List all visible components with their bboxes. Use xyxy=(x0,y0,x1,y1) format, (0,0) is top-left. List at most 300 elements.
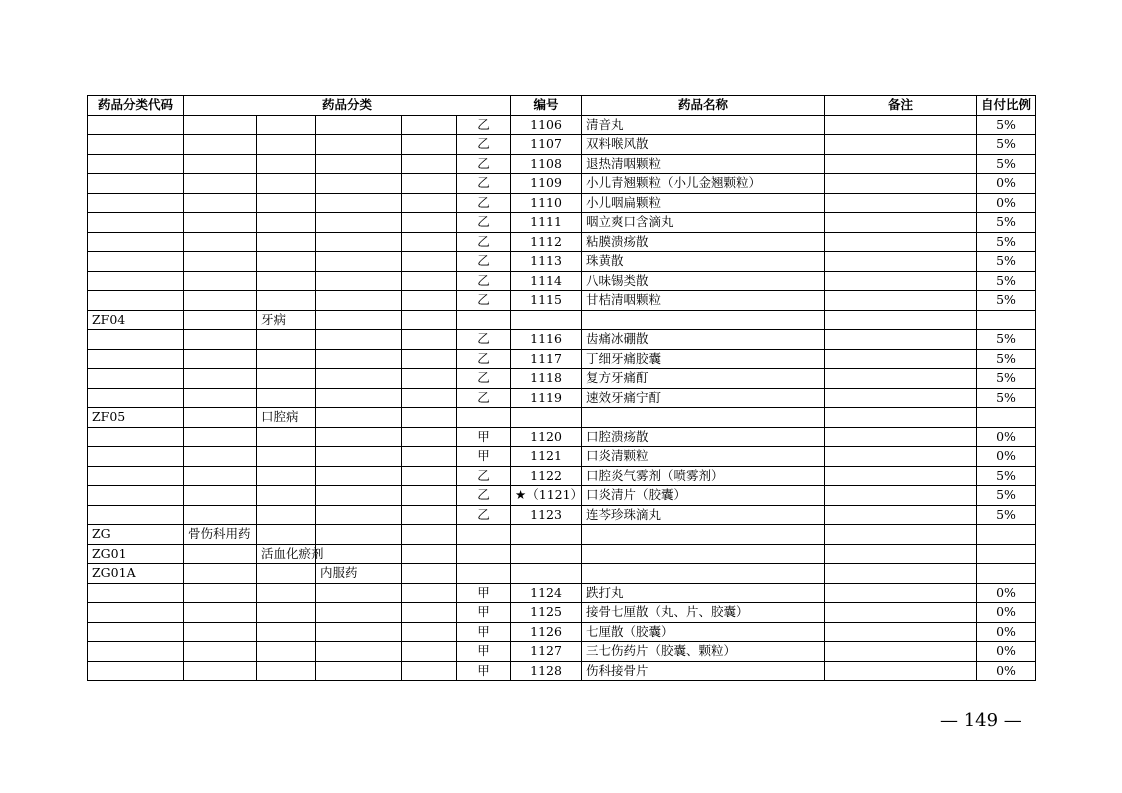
cell-code: ZG xyxy=(88,525,184,545)
cell-name: 齿痛冰硼散 xyxy=(582,330,825,350)
cell-number: 1123 xyxy=(511,505,582,525)
cell-category-4 xyxy=(402,369,457,389)
cell-number: 1125 xyxy=(511,603,582,623)
cell-number xyxy=(511,544,582,564)
cell-number: 1127 xyxy=(511,642,582,662)
cell-category-3 xyxy=(316,193,402,213)
cell-level: 乙 xyxy=(457,193,511,213)
cell-category-1 xyxy=(184,447,257,467)
table-row xyxy=(88,369,1036,389)
cell-category-2 xyxy=(257,447,316,467)
cell-level: 乙 xyxy=(457,369,511,389)
cell-category-1 xyxy=(184,174,257,194)
cell-ratio: 5% xyxy=(977,291,1036,311)
cell-category-1 xyxy=(184,310,257,330)
cell-ratio: 0% xyxy=(977,193,1036,213)
cell-remark xyxy=(825,525,977,545)
cell-name: 七厘散（胶囊） xyxy=(582,622,825,642)
cell-category-4 xyxy=(402,193,457,213)
table-row xyxy=(88,408,1036,428)
cell-category-4 xyxy=(402,135,457,155)
cell-category-4 xyxy=(402,564,457,584)
header-name: 药品名称 xyxy=(582,96,825,116)
cell-level: 甲 xyxy=(457,661,511,681)
cell-number: 1116 xyxy=(511,330,582,350)
cell-category-3 xyxy=(316,369,402,389)
cell-remark xyxy=(825,213,977,233)
cell-category-3 xyxy=(316,330,402,350)
cell-category-1 xyxy=(184,486,257,506)
cell-level: 乙 xyxy=(457,486,511,506)
cell-code xyxy=(88,232,184,252)
cell-category-3 xyxy=(316,447,402,467)
cell-category-2 xyxy=(257,252,316,272)
cell-ratio: 5% xyxy=(977,466,1036,486)
cell-number: 1112 xyxy=(511,232,582,252)
cell-code xyxy=(88,115,184,135)
cell-name: 三七伤药片（胶囊、颗粒） xyxy=(582,642,825,662)
cell-category-1 xyxy=(184,544,257,564)
table-row xyxy=(88,427,1036,447)
cell-number xyxy=(511,408,582,428)
table-row xyxy=(88,661,1036,681)
cell-remark xyxy=(825,583,977,603)
cell-category-2 xyxy=(257,486,316,506)
cell-name: 甘桔清咽颗粒 xyxy=(582,291,825,311)
cell-ratio: 5% xyxy=(977,154,1036,174)
cell-remark xyxy=(825,330,977,350)
cell-category-4 xyxy=(402,154,457,174)
table-row xyxy=(88,466,1036,486)
cell-code xyxy=(88,154,184,174)
cell-name xyxy=(582,408,825,428)
table-row xyxy=(88,232,1036,252)
header-category: 药品分类 xyxy=(184,96,511,116)
cell-category-4 xyxy=(402,232,457,252)
table-row xyxy=(88,388,1036,408)
cell-category-3 xyxy=(316,642,402,662)
cell-category-4 xyxy=(402,408,457,428)
table-row xyxy=(88,213,1036,233)
cell-category-1 xyxy=(184,135,257,155)
cell-name: 跌打丸 xyxy=(582,583,825,603)
cell-category-1 xyxy=(184,115,257,135)
cell-name: 口炎清片（胶囊） xyxy=(582,486,825,506)
cell-level: 甲 xyxy=(457,622,511,642)
cell-ratio xyxy=(977,408,1036,428)
cell-category-4 xyxy=(402,349,457,369)
table-row xyxy=(88,154,1036,174)
table-row xyxy=(88,271,1036,291)
cell-category-2 xyxy=(257,135,316,155)
header-remark: 备注 xyxy=(825,96,977,116)
cell-name: 八味锡类散 xyxy=(582,271,825,291)
cell-category-3 xyxy=(316,583,402,603)
cell-category-2 xyxy=(257,291,316,311)
cell-code xyxy=(88,330,184,350)
cell-code xyxy=(88,213,184,233)
cell-category-2 xyxy=(257,330,316,350)
cell-level: 甲 xyxy=(457,642,511,662)
cell-category-4 xyxy=(402,544,457,564)
cell-category-2 xyxy=(257,388,316,408)
cell-remark xyxy=(825,115,977,135)
cell-level: 乙 xyxy=(457,349,511,369)
cell-category-1 xyxy=(184,232,257,252)
cell-category-3 xyxy=(316,232,402,252)
cell-category-3 xyxy=(316,388,402,408)
cell-category-2 xyxy=(257,232,316,252)
cell-category-4 xyxy=(402,505,457,525)
cell-category-2 xyxy=(257,154,316,174)
cell-level: 乙 xyxy=(457,466,511,486)
cell-category-2 xyxy=(257,193,316,213)
cell-ratio: 0% xyxy=(977,642,1036,662)
cell-remark xyxy=(825,193,977,213)
cell-code xyxy=(88,486,184,506)
cell-ratio: 5% xyxy=(977,252,1036,272)
cell-code xyxy=(88,135,184,155)
cell-category-4 xyxy=(402,388,457,408)
cell-remark xyxy=(825,564,977,584)
cell-code xyxy=(88,642,184,662)
cell-number: 1124 xyxy=(511,583,582,603)
cell-category-3: 内服药 xyxy=(316,564,402,584)
cell-category-3 xyxy=(316,408,402,428)
cell-name: 丁细牙痛胶囊 xyxy=(582,349,825,369)
cell-category-4 xyxy=(402,486,457,506)
cell-number: 1118 xyxy=(511,369,582,389)
cell-remark xyxy=(825,232,977,252)
cell-category-1 xyxy=(184,388,257,408)
cell-remark xyxy=(825,252,977,272)
cell-category-3 xyxy=(316,544,402,564)
cell-name xyxy=(582,564,825,584)
cell-remark xyxy=(825,388,977,408)
table-row xyxy=(88,447,1036,467)
cell-code xyxy=(88,388,184,408)
cell-category-1 xyxy=(184,330,257,350)
cell-level: 乙 xyxy=(457,154,511,174)
cell-category-2 xyxy=(257,661,316,681)
cell-level: 乙 xyxy=(457,115,511,135)
cell-remark xyxy=(825,310,977,330)
cell-code xyxy=(88,427,184,447)
cell-remark xyxy=(825,291,977,311)
cell-number: 1108 xyxy=(511,154,582,174)
cell-category-1 xyxy=(184,466,257,486)
table-row xyxy=(88,642,1036,662)
cell-name: 咽立爽口含滴丸 xyxy=(582,213,825,233)
cell-remark xyxy=(825,622,977,642)
cell-ratio xyxy=(977,310,1036,330)
cell-level: 乙 xyxy=(457,232,511,252)
cell-category-2: 口腔病 xyxy=(257,408,316,428)
cell-number xyxy=(511,564,582,584)
cell-ratio: 5% xyxy=(977,115,1036,135)
cell-code xyxy=(88,583,184,603)
cell-level: 甲 xyxy=(457,427,511,447)
cell-category-3 xyxy=(316,349,402,369)
cell-category-3 xyxy=(316,174,402,194)
cell-category-3 xyxy=(316,486,402,506)
cell-code: ZG01 xyxy=(88,544,184,564)
cell-name: 小儿咽扁颗粒 xyxy=(582,193,825,213)
cell-level: 乙 xyxy=(457,213,511,233)
cell-ratio: 5% xyxy=(977,232,1036,252)
cell-number: 1122 xyxy=(511,466,582,486)
cell-code xyxy=(88,271,184,291)
header-ratio: 自付比例 xyxy=(977,96,1036,116)
cell-name: 清音丸 xyxy=(582,115,825,135)
cell-number: 1115 xyxy=(511,291,582,311)
cell-category-4 xyxy=(402,291,457,311)
table-header-row xyxy=(88,96,1036,116)
cell-category-1 xyxy=(184,583,257,603)
cell-code xyxy=(88,603,184,623)
table-row xyxy=(88,349,1036,369)
cell-code xyxy=(88,252,184,272)
cell-remark xyxy=(825,174,977,194)
cell-name: 口腔溃疡散 xyxy=(582,427,825,447)
cell-category-4 xyxy=(402,213,457,233)
cell-category-4 xyxy=(402,661,457,681)
cell-name: 小儿青翘颗粒（小儿金翘颗粒） xyxy=(582,174,825,194)
cell-name xyxy=(582,544,825,564)
cell-category-1 xyxy=(184,252,257,272)
cell-category-3 xyxy=(316,466,402,486)
cell-category-4 xyxy=(402,115,457,135)
cell-category-2 xyxy=(257,369,316,389)
cell-number: 1114 xyxy=(511,271,582,291)
cell-category-2 xyxy=(257,525,316,545)
cell-code: ZF05 xyxy=(88,408,184,428)
cell-number: 1111 xyxy=(511,213,582,233)
cell-number: 1120 xyxy=(511,427,582,447)
cell-name: 粘膜溃疡散 xyxy=(582,232,825,252)
cell-code xyxy=(88,447,184,467)
cell-ratio xyxy=(977,544,1036,564)
cell-remark xyxy=(825,603,977,623)
cell-category-4 xyxy=(402,271,457,291)
cell-category-3 xyxy=(316,661,402,681)
cell-name: 口腔炎气雾剂（喷雾剂） xyxy=(582,466,825,486)
cell-code xyxy=(88,466,184,486)
cell-ratio: 5% xyxy=(977,213,1036,233)
cell-category-2 xyxy=(257,466,316,486)
cell-number xyxy=(511,310,582,330)
cell-code xyxy=(88,661,184,681)
table-row xyxy=(88,135,1036,155)
cell-number: 1126 xyxy=(511,622,582,642)
cell-ratio: 0% xyxy=(977,622,1036,642)
table-row xyxy=(88,291,1036,311)
cell-category-1 xyxy=(184,564,257,584)
cell-name xyxy=(582,525,825,545)
cell-category-1 xyxy=(184,193,257,213)
cell-name: 退热清咽颗粒 xyxy=(582,154,825,174)
cell-ratio: 0% xyxy=(977,447,1036,467)
cell-category-4 xyxy=(402,330,457,350)
cell-category-4 xyxy=(402,603,457,623)
cell-name: 双料喉风散 xyxy=(582,135,825,155)
cell-code: ZG01A xyxy=(88,564,184,584)
table-row xyxy=(88,544,1036,564)
cell-level xyxy=(457,525,511,545)
cell-ratio: 5% xyxy=(977,369,1036,389)
table-row xyxy=(88,505,1036,525)
cell-remark xyxy=(825,349,977,369)
cell-name: 速效牙痛宁酊 xyxy=(582,388,825,408)
cell-category-2 xyxy=(257,213,316,233)
cell-category-2 xyxy=(257,349,316,369)
cell-level: 乙 xyxy=(457,271,511,291)
cell-code xyxy=(88,622,184,642)
cell-number: 1110 xyxy=(511,193,582,213)
cell-remark xyxy=(825,408,977,428)
cell-category-1 xyxy=(184,271,257,291)
cell-category-1 xyxy=(184,505,257,525)
cell-number: 1109 xyxy=(511,174,582,194)
cell-remark xyxy=(825,661,977,681)
cell-category-4 xyxy=(402,583,457,603)
cell-level: 乙 xyxy=(457,135,511,155)
table-row xyxy=(88,583,1036,603)
table-row xyxy=(88,310,1036,330)
cell-number: 1117 xyxy=(511,349,582,369)
cell-code xyxy=(88,174,184,194)
cell-category-3 xyxy=(316,252,402,272)
table-body xyxy=(88,115,1036,681)
cell-name: 伤科接骨片 xyxy=(582,661,825,681)
cell-code xyxy=(88,369,184,389)
cell-category-4 xyxy=(402,252,457,272)
cell-category-1 xyxy=(184,213,257,233)
cell-category-2 xyxy=(257,505,316,525)
cell-name: 连芩珍珠滴丸 xyxy=(582,505,825,525)
cell-name: 口炎清颗粒 xyxy=(582,447,825,467)
cell-remark xyxy=(825,642,977,662)
cell-ratio: 5% xyxy=(977,330,1036,350)
cell-remark xyxy=(825,271,977,291)
cell-name xyxy=(582,310,825,330)
cell-number: 1113 xyxy=(511,252,582,272)
cell-level: 甲 xyxy=(457,603,511,623)
cell-ratio: 5% xyxy=(977,486,1036,506)
cell-category-1 xyxy=(184,154,257,174)
cell-name: 接骨七厘散（丸、片、胶囊） xyxy=(582,603,825,623)
cell-level xyxy=(457,544,511,564)
cell-ratio xyxy=(977,525,1036,545)
cell-number: 1128 xyxy=(511,661,582,681)
cell-code xyxy=(88,505,184,525)
header-number: 编号 xyxy=(511,96,582,116)
cell-category-2 xyxy=(257,642,316,662)
cell-category-4 xyxy=(402,642,457,662)
cell-category-3 xyxy=(316,135,402,155)
cell-code xyxy=(88,349,184,369)
cell-number: 1121 xyxy=(511,447,582,467)
cell-category-1 xyxy=(184,291,257,311)
cell-category-2 xyxy=(257,564,316,584)
cell-level: 乙 xyxy=(457,174,511,194)
cell-level xyxy=(457,408,511,428)
cell-code xyxy=(88,291,184,311)
cell-category-3 xyxy=(316,310,402,330)
cell-category-2 xyxy=(257,271,316,291)
cell-level: 乙 xyxy=(457,330,511,350)
cell-name: 珠黄散 xyxy=(582,252,825,272)
cell-category-1 xyxy=(184,427,257,447)
cell-category-4 xyxy=(402,622,457,642)
cell-category-2 xyxy=(257,174,316,194)
cell-category-1 xyxy=(184,369,257,389)
drug-catalog-table xyxy=(87,95,1036,681)
cell-remark xyxy=(825,427,977,447)
header-code: 药品分类代码 xyxy=(88,96,184,116)
cell-number: 1119 xyxy=(511,388,582,408)
cell-ratio: 0% xyxy=(977,603,1036,623)
cell-category-4 xyxy=(402,466,457,486)
table-row xyxy=(88,525,1036,545)
cell-level: 乙 xyxy=(457,252,511,272)
cell-level: 乙 xyxy=(457,505,511,525)
cell-category-1 xyxy=(184,349,257,369)
cell-category-4 xyxy=(402,310,457,330)
cell-ratio: 0% xyxy=(977,427,1036,447)
table-row xyxy=(88,603,1036,623)
cell-category-3 xyxy=(316,525,402,545)
cell-level: 乙 xyxy=(457,388,511,408)
table-row xyxy=(88,252,1036,272)
cell-level xyxy=(457,564,511,584)
cell-remark xyxy=(825,505,977,525)
cell-remark xyxy=(825,154,977,174)
cell-ratio: 5% xyxy=(977,388,1036,408)
cell-category-3 xyxy=(316,427,402,447)
cell-category-4 xyxy=(402,427,457,447)
cell-category-1 xyxy=(184,661,257,681)
cell-category-1 xyxy=(184,622,257,642)
cell-ratio: 5% xyxy=(977,505,1036,525)
cell-number: ★（1121） xyxy=(511,486,582,506)
cell-category-3 xyxy=(316,154,402,174)
cell-category-2 xyxy=(257,603,316,623)
cell-level: 乙 xyxy=(457,291,511,311)
cell-category-3 xyxy=(316,213,402,233)
cell-category-2 xyxy=(257,427,316,447)
table-row xyxy=(88,174,1036,194)
cell-number xyxy=(511,525,582,545)
cell-category-4 xyxy=(402,525,457,545)
cell-category-1: 骨伤科用药 xyxy=(184,525,257,545)
cell-ratio: 5% xyxy=(977,349,1036,369)
cell-code: ZF04 xyxy=(88,310,184,330)
cell-level xyxy=(457,310,511,330)
cell-category-3 xyxy=(316,622,402,642)
cell-category-3 xyxy=(316,603,402,623)
table-row xyxy=(88,330,1036,350)
table-row xyxy=(88,486,1036,506)
cell-category-3 xyxy=(316,505,402,525)
cell-category-2: 活血化瘀剂 xyxy=(257,544,316,564)
cell-category-1 xyxy=(184,642,257,662)
cell-remark xyxy=(825,486,977,506)
cell-name: 复方牙痛酊 xyxy=(582,369,825,389)
cell-ratio: 0% xyxy=(977,174,1036,194)
cell-remark xyxy=(825,544,977,564)
cell-number: 1107 xyxy=(511,135,582,155)
